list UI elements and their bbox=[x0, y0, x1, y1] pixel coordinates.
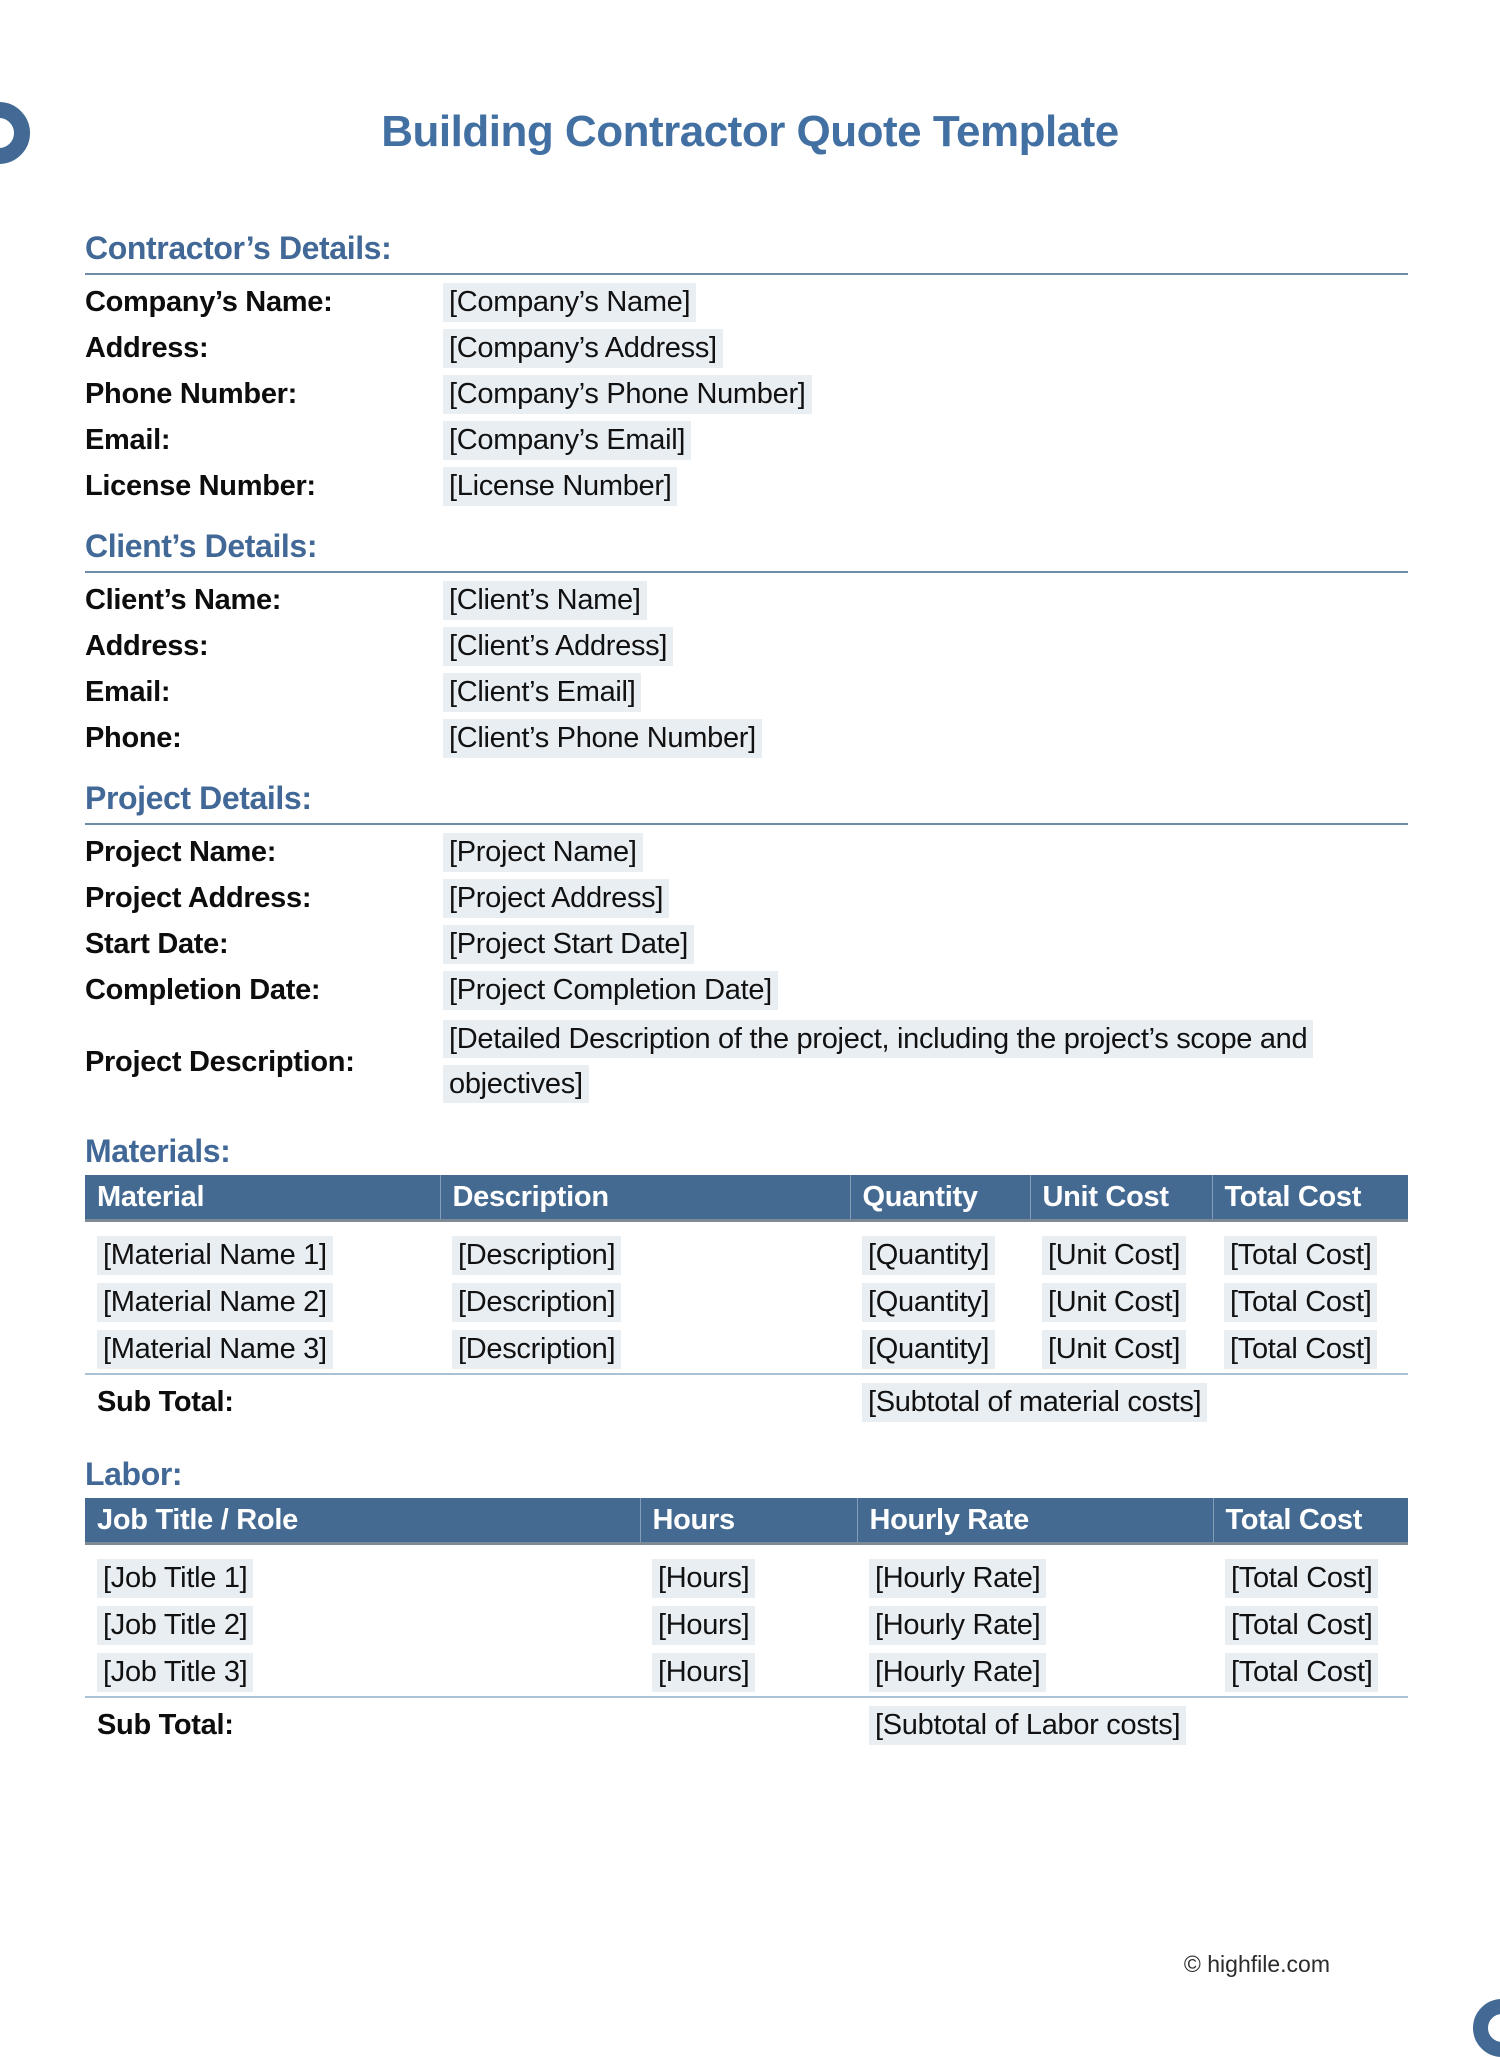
field-label-company-phone: Phone Number: bbox=[85, 378, 298, 410]
table-cell bbox=[1212, 1326, 1408, 1374]
table-cell bbox=[1213, 1544, 1408, 1603]
project-details-rows bbox=[85, 833, 1408, 1107]
materials-subtotal-placeholder: [Subtotal of material costs] bbox=[862, 1383, 1207, 1422]
material-name-placeholder: [Material Name 1] bbox=[97, 1236, 333, 1275]
labor-header-row bbox=[85, 1498, 1408, 1544]
field-label-project-name: Project Name: bbox=[85, 836, 277, 868]
section-labor bbox=[85, 1454, 1408, 1753]
table-cell bbox=[857, 1602, 1213, 1649]
detail-row bbox=[85, 283, 1408, 322]
field-label-company-email: Email: bbox=[85, 424, 171, 456]
table-cell bbox=[1030, 1326, 1212, 1374]
material-description-placeholder: [Description] bbox=[452, 1283, 621, 1322]
material-description-placeholder: [Description] bbox=[452, 1236, 621, 1275]
table-row bbox=[85, 1544, 1408, 1603]
table-cell bbox=[85, 1602, 640, 1649]
column-header-total-cost: Total Cost bbox=[1213, 1498, 1408, 1544]
column-header-unit-cost: Unit Cost bbox=[1030, 1175, 1212, 1221]
labor-subtotal-row bbox=[85, 1697, 1408, 1753]
brand-ring-logo-bottom-right bbox=[1473, 1999, 1500, 2057]
table-cell bbox=[640, 1602, 857, 1649]
table-cell bbox=[1212, 1221, 1408, 1280]
client-details-heading: Client’s Details: bbox=[85, 526, 1408, 573]
field-value-client-address: [Client’s Address] bbox=[443, 627, 673, 666]
hours-placeholder: [Hours] bbox=[652, 1653, 755, 1692]
detail-row bbox=[85, 879, 1408, 918]
field-label-project-address: Project Address: bbox=[85, 882, 312, 914]
table-cell bbox=[640, 1649, 857, 1697]
material-name-placeholder: [Material Name 3] bbox=[97, 1330, 333, 1369]
material-total-cost-placeholder: [Total Cost] bbox=[1224, 1236, 1377, 1275]
material-name-placeholder: [Material Name 2] bbox=[97, 1283, 333, 1322]
detail-row bbox=[85, 925, 1408, 964]
contractor-details-heading: Contractor’s Details: bbox=[85, 228, 1408, 275]
materials-heading: Materials: bbox=[85, 1133, 231, 1169]
column-header-total-cost: Total Cost bbox=[1212, 1175, 1408, 1221]
materials-subtotal-row bbox=[85, 1374, 1408, 1430]
field-value-company-email: [Company’s Email] bbox=[443, 421, 691, 460]
hours-placeholder: [Hours] bbox=[652, 1559, 755, 1598]
field-label-client-email: Email: bbox=[85, 676, 171, 708]
table-cell bbox=[85, 1544, 640, 1603]
table-cell bbox=[850, 1279, 1030, 1326]
table-row bbox=[85, 1326, 1408, 1374]
field-label-client-phone: Phone: bbox=[85, 722, 182, 754]
materials-header-row bbox=[85, 1175, 1408, 1221]
field-label-license-number: License Number: bbox=[85, 470, 316, 502]
footer-credit: © highfile.com bbox=[1183, 1951, 1330, 1977]
table-cell bbox=[85, 1279, 440, 1326]
material-quantity-placeholder: [Quantity] bbox=[862, 1330, 995, 1369]
client-details-rows bbox=[85, 581, 1408, 758]
material-description-placeholder: [Description] bbox=[452, 1330, 621, 1369]
section-materials bbox=[85, 1131, 1408, 1430]
table-cell bbox=[1030, 1279, 1212, 1326]
table-cell bbox=[857, 1649, 1213, 1697]
detail-row bbox=[85, 673, 1408, 712]
detail-row bbox=[85, 467, 1408, 506]
column-header-material: Material bbox=[85, 1175, 440, 1221]
material-unit-cost-placeholder: [Unit Cost] bbox=[1042, 1330, 1186, 1369]
project-details-heading: Project Details: bbox=[85, 778, 1408, 825]
job-title-placeholder: [Job Title 2] bbox=[97, 1606, 253, 1645]
detail-row bbox=[85, 833, 1408, 872]
labor-heading: Labor: bbox=[85, 1456, 183, 1492]
labor-subtotal-placeholder: [Subtotal of Labor costs] bbox=[869, 1706, 1186, 1745]
job-title-placeholder: [Job Title 3] bbox=[97, 1653, 253, 1692]
table-cell bbox=[857, 1544, 1213, 1603]
column-header-description: Description bbox=[440, 1175, 850, 1221]
table-row bbox=[85, 1602, 1408, 1649]
table-cell bbox=[857, 1697, 1408, 1753]
field-value-completion-date: [Project Completion Date] bbox=[443, 971, 778, 1010]
page-title: Building Contractor Quote Template bbox=[381, 107, 1119, 156]
detail-row-project-description bbox=[85, 1017, 1408, 1107]
section-client-details bbox=[85, 526, 1408, 758]
labor-table bbox=[85, 1498, 1408, 1753]
field-value-project-address: [Project Address] bbox=[443, 879, 669, 918]
table-cell bbox=[85, 1221, 440, 1280]
table-cell bbox=[85, 1326, 440, 1374]
field-value-start-date: [Project Start Date] bbox=[443, 925, 694, 964]
detail-row bbox=[85, 971, 1408, 1010]
field-label-start-date: Start Date: bbox=[85, 928, 229, 960]
hourly-rate-placeholder: [Hourly Rate] bbox=[869, 1559, 1046, 1598]
material-unit-cost-placeholder: [Unit Cost] bbox=[1042, 1283, 1186, 1322]
field-value-client-email: [Client’s Email] bbox=[443, 673, 641, 712]
labor-total-cost-placeholder: [Total Cost] bbox=[1225, 1559, 1378, 1598]
material-total-cost-placeholder: [Total Cost] bbox=[1224, 1283, 1377, 1322]
table-cell bbox=[85, 1649, 640, 1697]
table-cell bbox=[850, 1326, 1030, 1374]
table-cell bbox=[640, 1544, 857, 1603]
detail-row bbox=[85, 581, 1408, 620]
table-cell bbox=[1213, 1602, 1408, 1649]
table-row bbox=[85, 1279, 1408, 1326]
hours-placeholder: [Hours] bbox=[652, 1606, 755, 1645]
field-label-company-name: Company’s Name: bbox=[85, 286, 333, 318]
materials-subtotal-label: Sub Total: bbox=[97, 1386, 234, 1418]
field-label-completion-date: Completion Date: bbox=[85, 974, 321, 1006]
column-header-quantity: Quantity bbox=[850, 1175, 1030, 1221]
field-value-company-phone: [Company’s Phone Number] bbox=[443, 375, 812, 414]
labor-total-cost-placeholder: [Total Cost] bbox=[1225, 1606, 1378, 1645]
table-cell bbox=[85, 1697, 857, 1753]
table-cell bbox=[850, 1374, 1408, 1430]
table-cell bbox=[85, 1374, 850, 1430]
detail-row bbox=[85, 329, 1408, 368]
section-project-details bbox=[85, 778, 1408, 1107]
material-total-cost-placeholder: [Total Cost] bbox=[1224, 1330, 1377, 1369]
table-cell bbox=[1030, 1221, 1212, 1280]
hourly-rate-placeholder: [Hourly Rate] bbox=[869, 1606, 1046, 1645]
field-value-company-address: [Company’s Address] bbox=[443, 329, 723, 368]
field-label-company-address: Address: bbox=[85, 332, 209, 364]
column-header-hourly-rate: Hourly Rate bbox=[857, 1498, 1213, 1544]
field-label-client-address: Address: bbox=[85, 630, 209, 662]
detail-row bbox=[85, 719, 1408, 758]
column-header-job-title: Job Title / Role bbox=[85, 1498, 640, 1544]
table-cell bbox=[440, 1326, 850, 1374]
table-row bbox=[85, 1649, 1408, 1697]
table-row bbox=[85, 1221, 1408, 1280]
table-cell bbox=[1213, 1649, 1408, 1697]
document-body bbox=[85, 228, 1408, 1753]
job-title-placeholder: [Job Title 1] bbox=[97, 1559, 253, 1598]
field-value-project-description: [Detailed Description of the project, including the project’s scope and objectives] bbox=[443, 1020, 1313, 1103]
field-value-company-name: [Company’s Name] bbox=[443, 283, 696, 322]
field-value-project-description-wrap bbox=[443, 1017, 1323, 1107]
field-label-project-description: Project Description: bbox=[85, 1045, 355, 1078]
table-cell bbox=[850, 1221, 1030, 1280]
contractor-details-rows bbox=[85, 283, 1408, 506]
field-value-license-number: [License Number] bbox=[443, 467, 677, 506]
field-value-project-name: [Project Name] bbox=[443, 833, 643, 872]
labor-subtotal-label: Sub Total: bbox=[97, 1709, 234, 1741]
field-value-client-name: [Client’s Name] bbox=[443, 581, 647, 620]
table-cell bbox=[440, 1279, 850, 1326]
material-quantity-placeholder: [Quantity] bbox=[862, 1283, 995, 1322]
labor-total-cost-placeholder: [Total Cost] bbox=[1225, 1653, 1378, 1692]
hourly-rate-placeholder: [Hourly Rate] bbox=[869, 1653, 1046, 1692]
material-quantity-placeholder: [Quantity] bbox=[862, 1236, 995, 1275]
material-unit-cost-placeholder: [Unit Cost] bbox=[1042, 1236, 1186, 1275]
detail-row bbox=[85, 375, 1408, 414]
table-cell bbox=[1212, 1279, 1408, 1326]
materials-table bbox=[85, 1175, 1408, 1430]
table-cell bbox=[440, 1221, 850, 1280]
field-label-client-name: Client’s Name: bbox=[85, 584, 282, 616]
field-value-client-phone: [Client’s Phone Number] bbox=[443, 719, 762, 758]
detail-row bbox=[85, 421, 1408, 460]
section-contractor-details bbox=[85, 228, 1408, 506]
detail-row bbox=[85, 627, 1408, 666]
column-header-hours: Hours bbox=[640, 1498, 857, 1544]
